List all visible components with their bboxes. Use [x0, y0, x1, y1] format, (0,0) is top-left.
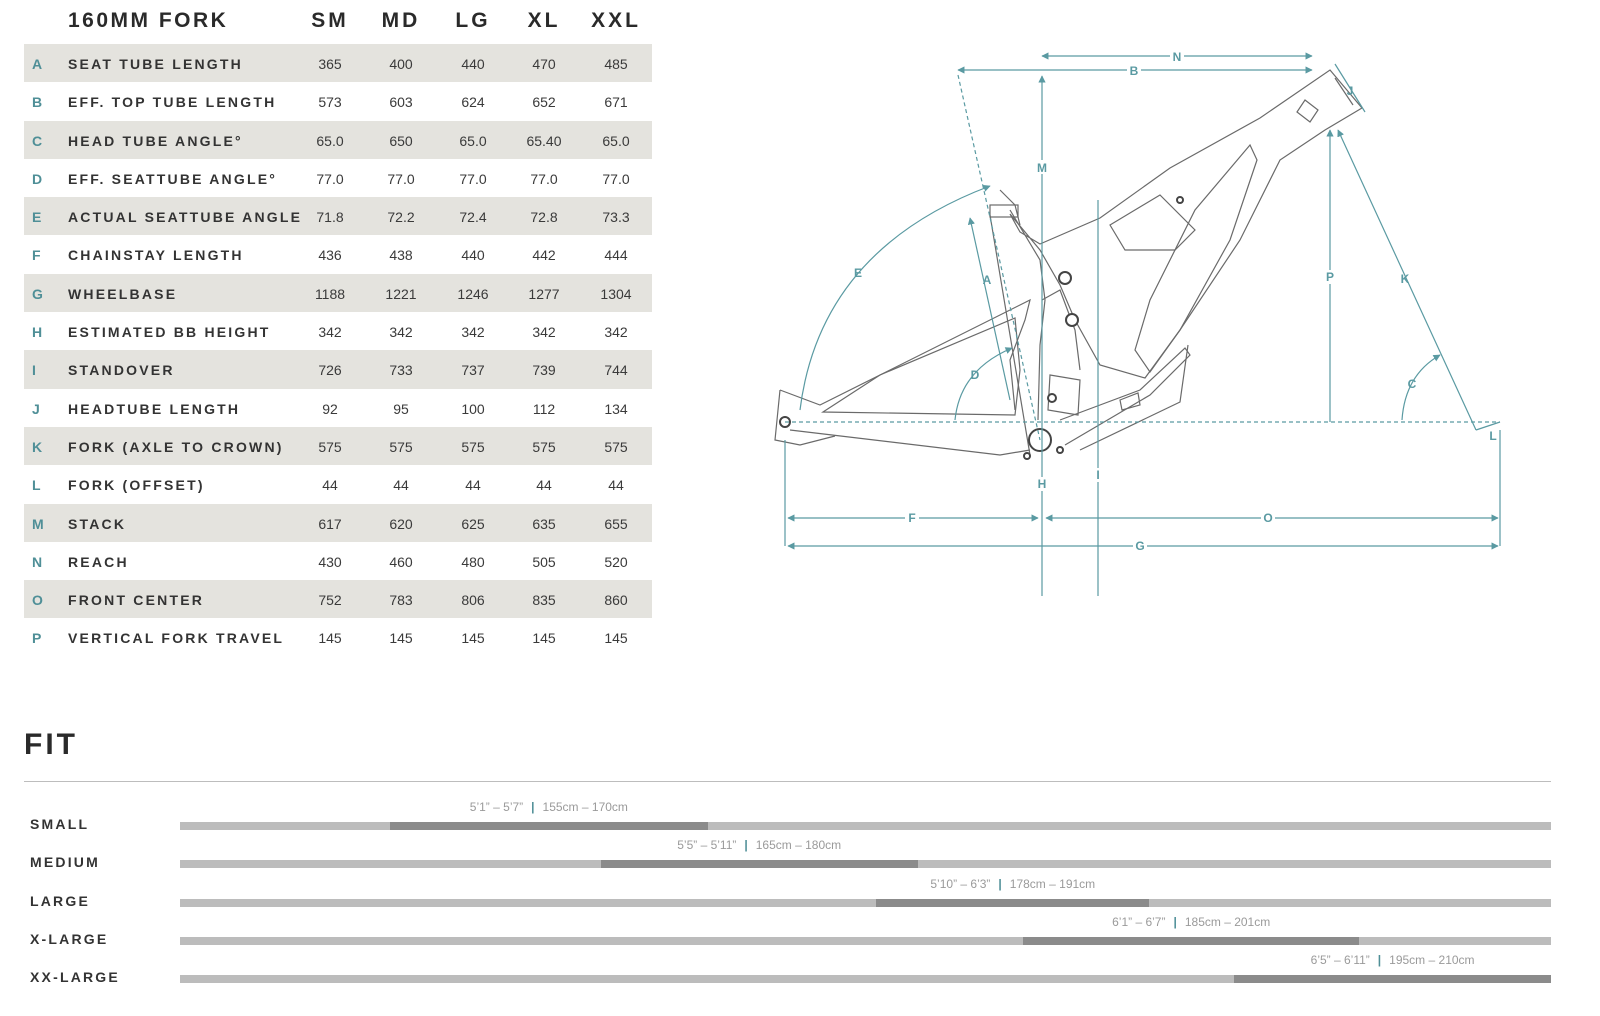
- geometry-row-e: [24, 197, 652, 235]
- row-value-md: 44: [393, 477, 409, 494]
- row-value-sm: 1188: [314, 285, 346, 302]
- diagram-label-c: C: [1407, 377, 1417, 391]
- row-value-xl: 652: [532, 94, 556, 111]
- row-label: EFF. TOP TUBE LENGTH: [68, 94, 277, 111]
- row-value-lg: 65.0: [459, 132, 487, 149]
- row-letter: N: [32, 553, 43, 570]
- row-label: WHEELBASE: [68, 285, 178, 302]
- row-value-lg: 440: [461, 56, 485, 72]
- row-value-sm: 430: [318, 553, 342, 570]
- row-value-md: 650: [389, 132, 413, 149]
- geometry-row-c: [24, 121, 652, 159]
- geometry-row-h: [24, 312, 652, 350]
- row-value-md: 438: [389, 247, 413, 264]
- row-value-md: 77.0: [387, 170, 415, 187]
- diagram-label-b: B: [1129, 64, 1139, 78]
- diagram-label-e: E: [853, 266, 863, 280]
- row-value-sm: 145: [318, 630, 342, 647]
- row-label: SEAT TUBE LENGTH: [68, 56, 243, 72]
- fit-track: [180, 937, 1551, 945]
- fit-range-bar: [1023, 937, 1359, 945]
- row-value-xxl: 575: [604, 438, 628, 455]
- fit-metric: 185cm – 201cm: [1184, 914, 1271, 929]
- row-value-xl: 635: [532, 515, 556, 532]
- row-letter: C: [32, 132, 43, 149]
- row-value-md: 95: [393, 400, 409, 417]
- row-value-sm: 365: [318, 56, 342, 72]
- row-value-xl: 145: [532, 630, 556, 647]
- row-value-sm: 92: [322, 400, 338, 417]
- row-value-md: 575: [389, 438, 413, 455]
- geometry-row-m: [24, 504, 652, 542]
- row-value-sm: 71.8: [316, 209, 344, 226]
- fit-separator: |: [744, 838, 748, 853]
- row-value-xl: 342: [532, 324, 556, 341]
- row-value-xl: 44: [536, 477, 552, 494]
- row-label: HEAD TUBE ANGLE°: [68, 132, 243, 149]
- row-value-xl: 65.40: [526, 132, 562, 149]
- fit-separator: |: [1377, 953, 1382, 968]
- row-value-lg: 342: [461, 324, 485, 341]
- row-letter: A: [32, 56, 43, 72]
- frame-geometry-diagram: [760, 40, 1520, 610]
- row-label: REACH: [68, 553, 129, 570]
- fit-imperial: 5’5” – 5’11”: [677, 838, 737, 853]
- row-value-xl: 575: [532, 438, 556, 455]
- fit-separator: |: [531, 800, 535, 814]
- row-value-sm: 44: [322, 477, 338, 494]
- row-letter: O: [32, 592, 43, 609]
- fit-range-text: [470, 800, 628, 814]
- row-value-xxl: 444: [604, 247, 628, 264]
- row-value-xxl: 342: [604, 324, 628, 341]
- row-value-sm: 65.0: [316, 132, 344, 149]
- row-value-md: 620: [389, 515, 413, 532]
- row-value-md: 1221: [385, 285, 417, 302]
- diagram-label-p: P: [1325, 270, 1335, 284]
- row-value-lg: 737: [461, 362, 485, 379]
- size-header-md: MD: [381, 9, 421, 32]
- diagram-label-j: J: [1346, 84, 1354, 98]
- fit-size-label: X-LARGE: [30, 930, 109, 947]
- fit-range-bar: [390, 822, 708, 830]
- geometry-rows: [24, 44, 652, 657]
- row-value-xl: 77.0: [530, 170, 558, 187]
- fit-title: FIT: [24, 728, 78, 761]
- frame-pivots: [780, 197, 1183, 459]
- row-value-sm: 436: [318, 247, 342, 264]
- row-value-sm: 342: [318, 324, 342, 341]
- row-value-sm: 575: [318, 438, 342, 455]
- row-label: VERTICAL FORK TRAVEL: [68, 630, 285, 647]
- fit-range-bar: [876, 899, 1149, 907]
- geometry-row-j: [24, 389, 652, 427]
- size-header-sm: SM: [311, 9, 349, 32]
- row-value-lg: 806: [461, 592, 485, 609]
- row-value-xl: 505: [532, 553, 556, 570]
- geometry-row-g: [24, 274, 652, 312]
- row-value-sm: 726: [318, 362, 342, 379]
- geometry-row-f: [24, 235, 652, 273]
- diagram-label-g: G: [1135, 539, 1145, 553]
- row-value-lg: 44: [465, 477, 481, 494]
- row-value-lg: 440: [461, 247, 485, 264]
- row-letter: B: [32, 94, 43, 111]
- fit-range-text: [930, 877, 1095, 891]
- row-value-lg: 100: [461, 400, 485, 417]
- row-value-xl: 442: [532, 247, 556, 264]
- geometry-row-d: [24, 159, 652, 197]
- fit-row-large: [0, 877, 1600, 915]
- geometry-title: 160MM FORK: [68, 9, 229, 32]
- size-header-xl: XL: [527, 9, 561, 32]
- row-letter: E: [32, 209, 42, 226]
- row-value-lg: 1246: [457, 285, 489, 302]
- fit-row-small: [0, 800, 1600, 838]
- row-value-lg: 77.0: [459, 170, 487, 187]
- row-value-xxl: 671: [604, 94, 628, 111]
- fit-row-xx-large: [0, 953, 1600, 991]
- row-value-lg: 480: [461, 553, 485, 570]
- row-value-sm: 573: [318, 94, 342, 111]
- fit-divider: [24, 781, 1551, 782]
- row-value-md: 342: [389, 324, 413, 341]
- row-value-xl: 835: [532, 592, 556, 609]
- fit-size-label: SMALL: [30, 816, 90, 832]
- fit-imperial: 5’1” – 5’7”: [469, 800, 524, 814]
- fit-imperial: 6’1” – 6’7”: [1112, 914, 1166, 929]
- row-value-md: 400: [389, 56, 413, 72]
- row-label: CHAINSTAY LENGTH: [68, 247, 244, 264]
- row-value-lg: 625: [461, 515, 485, 532]
- diagram-label-f: F: [908, 511, 916, 525]
- fit-track: [180, 899, 1551, 907]
- row-letter: P: [32, 630, 42, 647]
- row-value-xxl: 73.3: [602, 209, 630, 226]
- diagram-label-n: N: [1172, 50, 1182, 64]
- row-value-xl: 112: [532, 400, 556, 417]
- fit-separator: |: [998, 876, 1002, 891]
- size-header-lg: LG: [455, 9, 491, 32]
- fit-track: [180, 860, 1551, 868]
- row-value-lg: 145: [461, 630, 485, 647]
- diagram-label-i: I: [1096, 468, 1100, 482]
- row-letter: M: [32, 515, 44, 532]
- row-letter: F: [32, 247, 41, 264]
- fit-size-label: LARGE: [30, 892, 90, 909]
- row-label: ESTIMATED BB HEIGHT: [68, 324, 271, 341]
- row-label: STANDOVER: [68, 362, 175, 379]
- geometry-row-a: [24, 44, 652, 82]
- fit-metric: 165cm – 180cm: [755, 838, 842, 853]
- geometry-table: [24, 0, 652, 657]
- row-letter: L: [32, 477, 41, 494]
- row-value-md: 783: [389, 592, 413, 609]
- fit-separator: |: [1173, 914, 1177, 929]
- fit-size-label: MEDIUM: [30, 854, 100, 871]
- geometry-header: [24, 0, 652, 44]
- row-value-xxl: 485: [604, 56, 628, 72]
- row-letter: I: [32, 362, 36, 379]
- row-letter: J: [32, 400, 40, 417]
- geometry-row-n: [24, 542, 652, 580]
- row-value-xxl: 44: [608, 477, 624, 494]
- row-value-xl: 1277: [528, 285, 560, 302]
- fit-range-text: [1112, 915, 1270, 929]
- fit-range-text: [1311, 953, 1475, 967]
- geometry-row-l: [24, 465, 652, 503]
- geometry-row-p: [24, 618, 652, 656]
- fit-range-bar: [1234, 975, 1551, 983]
- row-value-lg: 72.4: [459, 209, 487, 226]
- diagram-label-d: D: [970, 368, 980, 382]
- fit-row-medium: [0, 838, 1600, 876]
- row-value-xl: 72.8: [530, 209, 558, 226]
- fit-metric: 195cm – 210cm: [1389, 953, 1475, 968]
- fit-imperial: 5’10” – 6’3”: [930, 876, 991, 891]
- diagram-letters: [854, 50, 1497, 553]
- row-value-xxl: 145: [604, 630, 628, 647]
- row-letter: D: [32, 170, 43, 187]
- fit-size-label: XX-LARGE: [30, 969, 120, 986]
- size-header-xxl: XXL: [591, 9, 641, 32]
- row-label: STACK: [68, 515, 127, 532]
- row-value-lg: 624: [461, 94, 485, 111]
- diagram-label-a: A: [982, 273, 992, 287]
- row-label: FRONT CENTER: [68, 592, 205, 609]
- fit-track: [180, 822, 1551, 830]
- fit-range-text: [677, 838, 841, 852]
- row-label: ACTUAL SEATTUBE ANGLE: [68, 209, 303, 226]
- row-value-xxl: 65.0: [602, 132, 630, 149]
- diagram-label-m: M: [1037, 161, 1047, 175]
- row-label: FORK (OFFSET): [68, 477, 205, 494]
- fit-imperial: 6’5” – 6’11”: [1310, 953, 1370, 968]
- diagram-label-h: H: [1037, 477, 1047, 491]
- diagram-label-o: O: [1263, 511, 1273, 525]
- row-value-sm: 617: [318, 515, 342, 532]
- row-value-sm: 77.0: [316, 170, 344, 187]
- diagram-label-l: L: [1489, 429, 1497, 443]
- geometry-row-k: [24, 427, 652, 465]
- row-value-xxl: 860: [604, 592, 628, 609]
- fit-range-bar: [601, 860, 918, 868]
- row-letter: K: [32, 438, 43, 455]
- row-value-sm: 752: [318, 592, 342, 609]
- row-value-xxl: 77.0: [602, 170, 630, 187]
- geometry-row-b: [24, 82, 652, 120]
- row-value-xxl: 1304: [600, 285, 632, 302]
- fit-metric: 178cm – 191cm: [1009, 876, 1096, 891]
- row-value-xxl: 655: [604, 515, 628, 532]
- row-label: EFF. SEATTUBE ANGLE°: [68, 170, 278, 187]
- row-letter: H: [32, 324, 43, 341]
- row-value-xxl: 520: [604, 553, 628, 570]
- fit-track: [180, 975, 1551, 983]
- row-value-md: 733: [389, 362, 413, 379]
- diagram-label-k: K: [1400, 272, 1410, 286]
- bike-frame-outline: [775, 70, 1362, 455]
- geometry-row-i: [24, 350, 652, 388]
- row-value-xl: 470: [532, 56, 556, 72]
- row-value-xxl: 134: [604, 400, 628, 417]
- row-label: HEADTUBE LENGTH: [68, 400, 241, 417]
- row-value-xxl: 744: [604, 362, 628, 379]
- fit-metric: 155cm – 170cm: [542, 800, 628, 814]
- geometry-row-o: [24, 580, 652, 618]
- row-value-md: 460: [389, 553, 413, 570]
- row-label: FORK (AXLE TO CROWN): [68, 438, 284, 455]
- row-value-md: 603: [389, 94, 413, 111]
- row-letter: G: [32, 285, 43, 302]
- row-value-lg: 575: [461, 438, 485, 455]
- row-value-md: 145: [389, 630, 413, 647]
- fit-row-x-large: [0, 915, 1600, 953]
- row-value-md: 72.2: [387, 209, 415, 226]
- row-value-xl: 739: [532, 362, 556, 379]
